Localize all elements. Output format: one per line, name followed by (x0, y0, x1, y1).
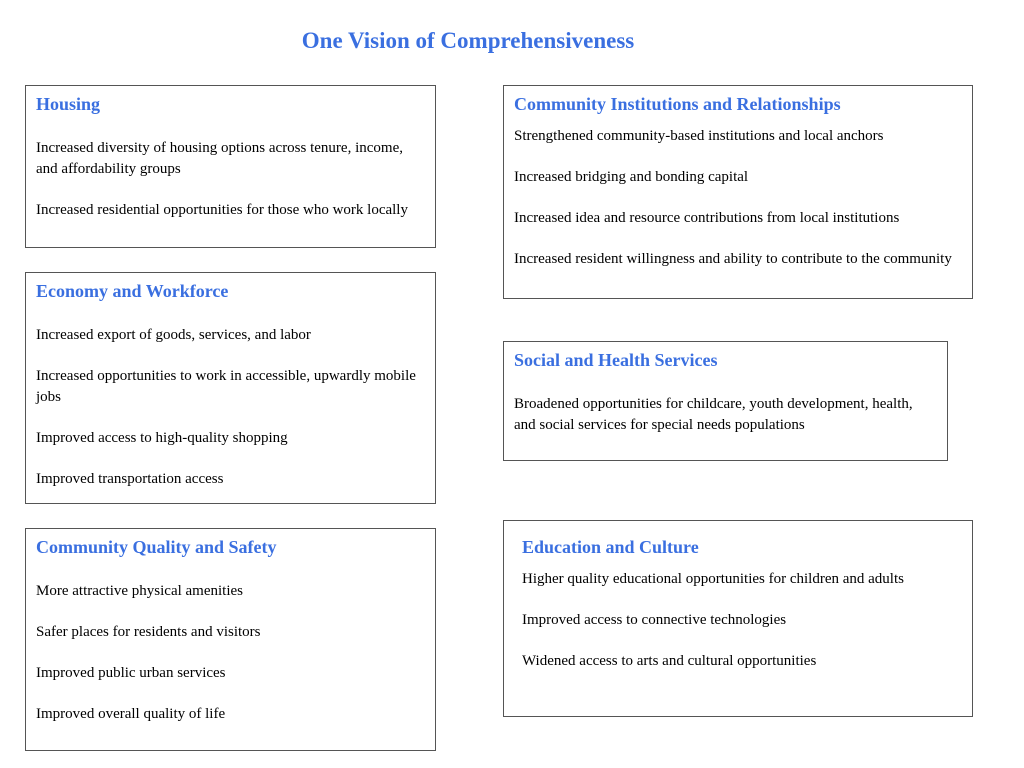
list-item: Improved transportation access (36, 470, 224, 487)
education-list (522, 569, 962, 672)
quality-heading: Community Quality and Safety (36, 537, 277, 557)
list-item: Increased diversity of housing options across tenure, income, and affordability groups (36, 140, 403, 177)
social-health-services-box (503, 341, 948, 461)
list-item: Increased opportunities to work in accessible, upwardly mobile jobs (36, 368, 416, 405)
social-heading: Social and Health Services (514, 350, 718, 370)
list-item: Increased residential opportunities for those who work locally (36, 201, 408, 218)
list-item: More attractive physical amenities (36, 583, 244, 599)
list-item: Increased resident willingness and ability to contribute to the community (514, 251, 952, 267)
list-item: Increased bridging and bonding capital (514, 169, 749, 185)
housing-box (25, 85, 436, 248)
economy-workforce-box (25, 272, 436, 504)
housing-heading: Housing (36, 94, 101, 114)
education-culture-box (503, 520, 973, 717)
community-institutions-box (503, 85, 973, 299)
social-list (514, 394, 937, 435)
list-item: Improved public urban services (36, 665, 226, 681)
community-quality-safety-box (25, 528, 436, 751)
institutions-heading: Community Institutions and Relationships (514, 94, 841, 114)
education-heading: Education and Culture (522, 537, 699, 557)
institutions-list (514, 126, 962, 270)
list-item: Increased export of goods, services, and labor (36, 327, 311, 343)
list-item: Improved access to high-quality shopping (36, 429, 288, 446)
economy-list (36, 325, 425, 489)
list-item: Safer places for residents and visitors (36, 624, 261, 640)
list-item: Increased idea and resource contributions from local institutions (514, 210, 900, 226)
list-item: Higher quality educational opportunities for children and adults (522, 571, 904, 587)
housing-list (36, 138, 425, 220)
list-item: Improved access to connective technologies (522, 612, 787, 628)
list-item: Improved overall quality of life (36, 706, 226, 722)
economy-heading: Economy and Workforce (36, 281, 229, 301)
list-item: Strengthened community-based institutions and local anchors (514, 128, 884, 144)
page-title: One Vision of Comprehensiveness (301, 28, 635, 53)
list-item: Broadened opportunities for childcare, youth development, health, and social services for special needs populations (514, 396, 913, 433)
quality-list (36, 581, 425, 725)
list-item: Widened access to arts and cultural opportunities (522, 653, 817, 669)
